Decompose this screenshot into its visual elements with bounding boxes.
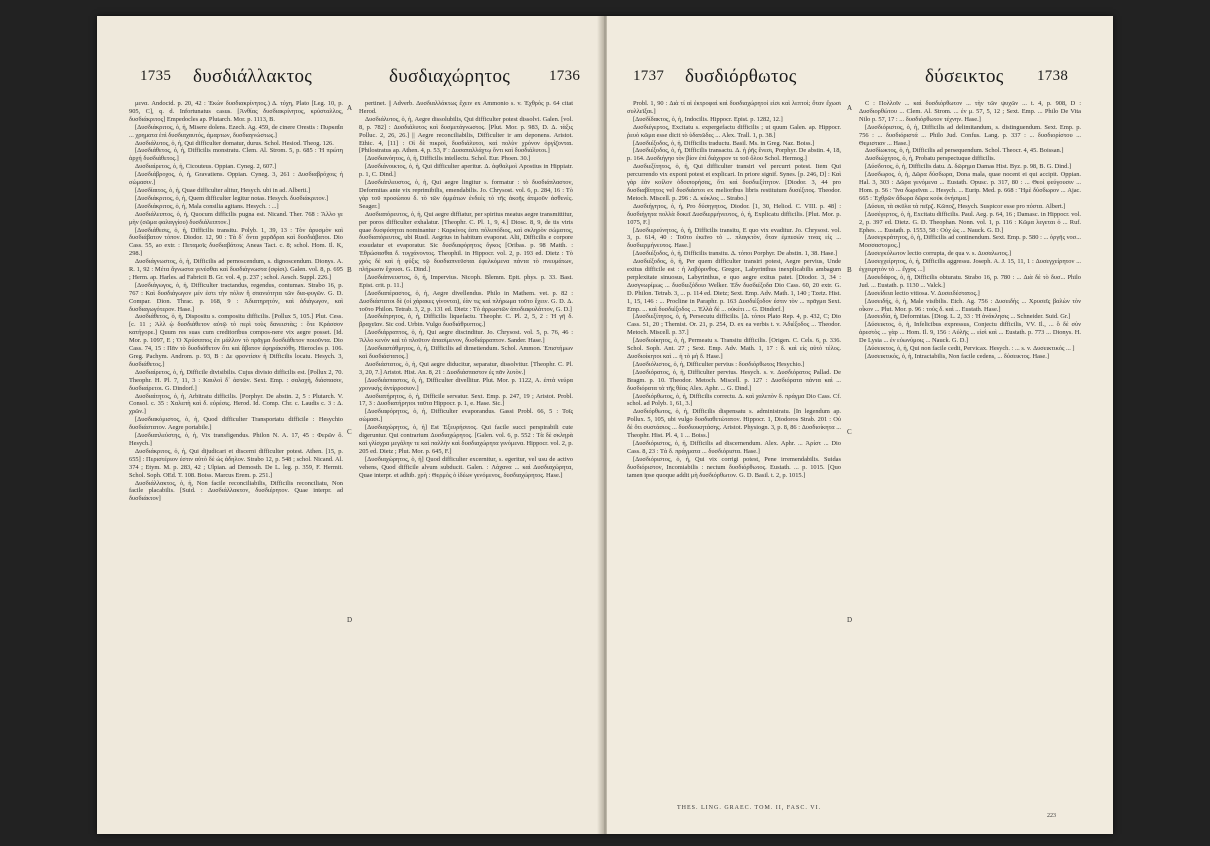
dictionary-entry: [Δυσδιάγωγος, ὁ, ἡ, Difficulter tractandus, regendus, contumax. Strabo 16, p. 767 : Καὶ δυσδιάγωγον μέν ἐστι τὴν πόλιν ἢ σπανιότητα τῶν δια-φυγῶν. G. D. Compar. Dion. Thrac. p. 168, 9 : Ἀδιατηρητόν, καὶ ἀδιάγωγον, καὶ δυσδιαγωγότερον. Hase.] [129, 281, 343, 313]
dictionary-entry: [Δυσδιόριστος, ὁ, ἡ, Qui vix corrigi potest, Pene irremendabilis. Suidas δυσδιόριστον, Incomiabilis : nectum δυσδιόρθωτος. Eustath. ... p. 1015. [Quo tamen ipse quoque addit μὴ δυσδιόρθωτον. G. D. Basil. t. 2, p. 1015.] [627, 455, 841, 479]
header-word-right: δύσεικτος [925, 66, 1004, 87]
dictionary-entry: Δυσδιήγητος, ὁ, ἡ, Pro δύσηγητος, Diodor. [1, 30, Heliod. C. VIII. p. 48] : δυσδιήγητα πολλὰ δοκεῖ Δυσδιερμήνευτος, ὁ, ἡ, Explicatu difficilis. [Plut. Mor. p. 1075, F.] [627, 202, 841, 226]
margin-letter: C [847, 428, 852, 436]
dictionary-entry: [Δυσδιάτρητος, ὁ, ἡ, Difficilis liquefactu. Theophr. C. Pl. 2, 5, 2 : Ἡ γῆ δ. βραχεῖαν. Sic cod. Urbin. Vulgo δυσδιάθρυπτος.] [359, 313, 573, 329]
dictionary-entry: Δυσδιάθετος, ὁ, ἡ, Dispositu s. compositu difficilis. [Pollux 5, 105.] Plut. Cess. [c. 11 ; Ἀλλ ᾠ δυσδιάθετον αὐτῷ τὸ περὶ τοὺς δανειστὰς; : ὅτε Κράσσον κατήγορε.] Quum res suas cum creditoribus compos-nere vix aegre posset. [Id. Mor. p. 1097, E ; Ὁ Χρύσιππος ἐπ μάλλον τὸ πρᾶγμα δυσδιάθετον ποιοῦντα. Dio Cass. 74, 15 : Πᾶν τὸ δυσδιάθετον ὅτι καὶ ἄβατον ἐφηράκπόθη. Hierocles p. 106. Greg. Pachym. Androm. p. 93, B : Δε φροντίσιν ἡ Difficilis locatu. Hesych. 3, δυσδιάθετος.] [129, 313, 343, 368]
dictionary-entry: Δυσδιάλειπτος, ὁ, ἡ, Quocum difficilis pugna est. Nicand. Ther. 768 : Ἄλλο γε μὴν (σῶμα φαλαγγίου) δυσδιάλειπτον.] [129, 210, 343, 226]
margin-letter: A [347, 104, 353, 112]
dictionary-entry: [Δυσειδής, ὁ, ἡ, Male visibilis. Etch. Ag. 756 : Δυσειδὴς ... Χρυσεῖς βαλὼν τὸν οἶκον ... Plut. Mor. p. 96 : τοὺς δ. καὶ ... Eustath. Hase.] [859, 297, 1081, 313]
dictionary-entry: [Δυσειδία, ἡ, Deformitas. [Diog. L. 2, 33 : Ἡ ἀνάκλησις ... Schneider. Suid. Gr.] [865, 313, 1071, 321]
dictionary-entry: [Δυσδιάπλευστος, ὁ, ἡ, Qui aegre lingitur s. formatur : τὸ δυσδιάπλαστον, Deformitas ante vix reprimibilis, emendabilis. Jo. Chrysost. vol. 6, p. 284, 16 : Τὸ γὰρ τοῦ προσώπου δ. τὸ τῶν ὀμμάτων ἐνδεὲς τὸ τῆς ἀκοῆς ἀτιμοῦν ἀσθενές. Seager.] [359, 179, 573, 210]
dictionary-entry: [Δυσδιάκριτος, ὁ, ἡ, Misere dolens. Ezech. Ag. 459, de cinere Orestis : Πυρκαΐα ... χρηματα ἐπὶ δυσδιαχαυτός, ἀμαρτων, δυσδιαγνώστως.] [129, 123, 343, 139]
dictionary-entry: [Δυσείδεια lectio vitiosa. V. Δυσειδέστατος.] [865, 289, 980, 297]
right-page-header [607, 68, 1113, 90]
dictionary-entry: [Δυσδιανόητος, ὁ, ἡ, Difficilis intellectu. Schol. Eur. Phoen. 30.] [365, 155, 531, 163]
signature-number: 223 [1047, 813, 1056, 819]
dictionary-entry: [Δυσεγχείρητος, ὁ, ἡ, Difficilis aggressu. Joseph. A. J. 15, 11, 1 : Δυσεγχείρητον ... ἐγχειρητὸν τὸ ... ἔγχος ...] [859, 258, 1081, 274]
header-word-left: δυσδιάλλακτος [193, 66, 313, 87]
dictionary-entry: C : Πολλοῖν ... καὶ δυσδιόρθωτον ... τὴν τῶν ψυχῶν ... t. 4, p. 908, D : Δυσδιορθώτου ... Clem. Al. Strom. ... ἐν μ. 57, 5, 12 ; Sext. Emp. ... Philo De Vita Nilo p. 57, 17 : ... δυσδιόρθωτον τέχνην. Hase.] [859, 100, 1081, 123]
dictionary-entry: [Δύσδοτος, ὁ, ἡ, Difficilis datu. Δ. δῶρημα Damas Hist. Byz. p. 98, B. G. Dind.] [865, 163, 1072, 171]
margin-letter: D [347, 616, 353, 624]
dictionary-entry: Δυσδιάκριτος, ὁ, ἡ, Qui dijudicari et discerni difficulter potest. Athen. [15, p. 655] : Περιστέριον ἐστιν αὐτὸ δὲ ὡς ἀδηλον. Strabo 12, p. 548 ; schol. Nicand. Al. 374 ; Etym. M. p. 283, 42 ; Ulpian. ad Demosth. De L. leg. p. 359, F. Hermit. Schol. Soph. OEd. T. 108. Boiss. Marcus Erem. p. 251.] [129, 447, 343, 479]
dictionary-entry: [Δυσδιόριστος, ὁ, ἡ, Difficilis ad delimitandum, s. distinguendum. Sext. Emp. p. 756 : ... δυσδιόριστά ... Philo Jud. Confus. Lang. p. 337 : ... δυσδιορίστου ... Θεμιστιαν ... Hase.] [859, 123, 1081, 147]
dictionary-entry: Δυσδιαίτητος, ὁ, ἡ, Arbitratu difficilis. [Porphyr. De abstin. 2, 5 : Plutarch. V. Consol. c. 35 : Χαλεπὴ καὶ δ. εὑρέσις. Herod. Id. Comp. Chr. c. Laudis c. 3 : Δ. χρῶν.] [129, 392, 343, 416]
dictionary-entry: Δυσδιάγνωστος, ὁ, ἡ, Difficilis ad pernoscendum, s. dignoscendum. Dionys. A. R. 1, 92 : Μέτα ἄγνωστα γενέσθαι καὶ δυσδιάγνωστα (σφίσι). Galen. vol. 8, p. 695 ; Herm. ap. Harles. ad Fabricii B. Gr. vol. 4, p. 237 ; schol. Aesch. Suppl. 226.] [129, 258, 343, 281]
dictionary-entry: [Δυσδιάρραπτος, ὁ, ἡ, Qui aegre discinditur. Jo. Chrysost. vol. 5, p. 76, 46 : Ἄλλο κενὸν καὶ τὸ πλοῦτον ἀπασίμενον, δυσδιάρραπτον. Sander. Hase.] [359, 329, 573, 345]
dictionary-entry: [Δυσδιόλιστος, ὁ, ἡ, Difficulter pervius : δυσδιόρθωτος Hesychio.] [633, 360, 805, 368]
dictionary-entry: [Δυσδιάθεσις, ὁ, ἡ, Difficilis transitu. Polyb. 1, 39, 13 : Τὸν ἀρυσμὸν καὶ δυσδιάβατον τόπον. Diodor. 12, 90 : Τὰ δ᾽ ὄντα χαρᾶδραι καὶ δυσδιάβατοι. Dio Cass. 55, ao extr. : Πεταμοῖς δυσδιαβάτοις Aneas Tact. c. 8; schol. Hom. Il. K, 298.] [129, 226, 343, 258]
dictionary-entry: [Δυσδιαχώρητος, ὁ, ἡ] Quod difficulter excernitur, s. egeritur, vel usu de activo vehens, Quod difficile alvum subducit. Galen. : Λάχανα ... καὶ Δυσδιαχώρητα, Quae interpr. et adhib. χρὴ : Θερμὸς ὁ ἰδέων γενόμενος, δυσδιαχώρητος. Hase.] [359, 455, 573, 479]
dictionary-entry: [Δυσέγερτος, ὁ, ἡ, Excitatu difficilis. Paul. Aeg. p. 64, 16 ; Damasc. in Hippocr. vol. 2, p. 397 ed. Dietz. G. D. Theophan. Nonn. vol. 1, p. 116 : Κῶμα λεγεται ὁ ... Ruf. Ephes. ... Eustath. p. 1553, 58 : Οὐχ ὡς ... Nauck. G. D.] [859, 210, 1081, 234]
dictionary-entry: [Δυσδιαπέραστος, ὁ, ἡ, Aegre divellendus. Philo in Mathem. vet. p. 82 : Δυσδιάστατοι δὲ (οἱ χάρακες γίνονται), ἐὰν τις καὶ πλήρωμα τοῦτο ἔχειν. G. D. Δ. τοῦτο Philon. Tetrab. 3, 2, p. 131 ed. Dietz : Τὸ ἀρρωστῶν ἀποδιαφυλάττον, G. D.] [359, 289, 573, 313]
dictionary-entry: [Δυσδιαπλεύστης, ὁ, ἡ, Vix transfigendus. Philon N. A. 17, 45 : Φερῶν ὃ. Hesych.] [129, 432, 343, 447]
dictionary-entry: [Δυσδιαχώρητος, ὁ, ἡ] Est Ἐξευρήσιτος. Qui facile succi perspirabili cute digeruntur. Qui contrarium Δυσδιαχώρητος. [Galen. vol. 6, p. 552 : Τὰ δὲ σκληρὰ καὶ γλίσχρα μεγάλην τε καὶ παλλὴν καὶ δυσδιαχώρητα γινόμενα. Hippocr. vol. 2, p. 205 ed. Dietz ; Plut. Mor. p. 645, F.] [359, 424, 573, 455]
dictionary-entry: [Δύσεικτος, ὁ, ἡ, Qui non facile cedit, Pervicax. Hesych. : ... s. v. Δυσεικτικός ... ] [865, 345, 1075, 353]
dictionary-entry: [Δυσεδάφος, ὁ, ἡ, Difficilis obturatu. Strabo 16, p. 780 : ... Διὰ δὲ τὸ δυσ... Philo Jud. ... Eustath. p. 1130 ... Valck.] [859, 273, 1081, 289]
dictionary-entry: [Δυσδιεξίτητος, ὁ, ἡ, Persecutu difficilis. [Δ. τόποι Plato Rep. 4, p. 432, C; Dio Cass. 51, 20 ; Themist. Or. 21, p. 254, D. ex ea verbis t. v. Ἀδιέξοδος ... Theodor. Metoch. Miscell. p. 37.] [627, 313, 841, 337]
dictionary-entry: Δυσδιάλυτος, ὁ, ἡ, Qui difficulter domatur, durus. Schol. Hesiod. Theog. 126. [135, 139, 334, 147]
dictionary-entry: Δυσδιέξοδος, ὁ, ἡ, Per quem difficulter transiri potest, Aegre pervius, Unde exitus difficile est : ἡ λαβύρινθος. Gregor., Labyrinthus inexplicabilis ambagum perplexitate sinuosus, Labyrinthus, e quo aegre exitus patet. [Diodor. 3, 34 : Δυσγνωρίμως ... δυσδιεξόδοιο Welker. Ἐδν δυσδιέξοδα Dio Cass. 60, 20 extr. G. D. Philon. Tetrab. 3, ... p. 114 ed. Dietz; Sext. Emp. Adv. Math. 1, 140 ; Tzetz. Hist. 1, 15, 146 : ... Procline in Paraphr. p. 163 Δυσδιέξοδον ἐστιν τὸν ... πρᾶγμα Sext. Emp. ... καὶ δυσδιέξοδος ... Ἐλλὰ δὲ ... οὐκέτι ... G. Dindorf.] [627, 258, 841, 313]
column-number-1735: 1735 [140, 68, 172, 84]
dictionary-entry: [Δυσδιάβροχος, ὁ, ἡ, Gravatiens. Oppian. Cyneg. 3, 261 : Δυσδιαβρόχοις ἡ σώμασιν.] [129, 171, 343, 187]
left-page [97, 16, 603, 834]
dictionary-entry: [Δύσεα, τὰ σκῦλα τὰ πεῖρζ. Κῶποζ, Hesych. Suspicor esse pro πύστα. Albert.] [865, 202, 1066, 210]
left-column-b [359, 100, 573, 800]
dictionary-entry: Δυσδιόρθωτος, ὁ, ἡ, Difficilis dispensatu s. administratu. [In legendum ap. Pollux. 5, 105, ubi vulgo δυσδιαθετώτατον. Hippocr. 1, Diodoros Strab. 201 : Οὐ δὲ ὅτι συστάσιος ... δυσδιοικητάσης. Aristot. Physiogn. 3, p. 8, 86 : Δυσδιοίκητα ... Theophr. Hist. Pl. 4, 1 ... Boiss.] [627, 408, 841, 440]
dictionary-entry: Δυσδιατήρητος, ὁ, ἡ, Difficile servatur. Sext. Emp. p. 247, 19 ; Aristot. Probl. 17, 3 : Δυσδιατήρητοι ταῦτα Hippocr. p. 1, e. Hase. Sic.] [359, 392, 573, 408]
margin-letter: B [347, 266, 352, 274]
dictionary-entry: [Δυσδιερεύνητος, ὁ, ἡ, Difficilis transitu, E quo vix evaditur. Jo. Chrysost. vol. 3, p. 614, 40 : Τοῦτο ἐκεῖνο τὸ ... πλαγκτὸν, ὅταν ἐμπεσών τινας εἰς ... δυσδιερμήνευτος. Hase.] [627, 226, 841, 250]
dictionary-entry: [Δυσδωρος, ὁ, ἡ, Δῶρα δύσδωρα, Dona mala, quae nocent ei qui accipit. Oppian. Hal. 3, 303 : Δῶρα γενόμενα ... Eustath. Opusc. p. 317, 80 : ... Θεοὶ φεύγουσιν ... Hom. p. 56 : Ἵνα δωρεῖναι ... Hesych. ... Eurip. Med. p. 668 : Ἤμὲ δύσδωρον ... Ajac. 665 : Ἐχθρῶν ἄδωρα δῶρα κοὐκ ὀνήσιμα.] [859, 171, 1081, 202]
header-word-right: δυσδιαχώρητος [389, 66, 511, 87]
dictionary-entry: [Δυσδιέξοδος, ὁ, ἡ, Difficilis transitu. Δ. τόποι Porphyr. De abstin. 1, 38. Hase.] [633, 250, 838, 258]
dictionary-entry: [Δυσδιάθετος, ὁ, ἡ, Difficilis monstratu. Clem. Al. Strom. 5, p. 685 : Ἡ πρώτη ἀρχή δυσδιάθετος.] [129, 147, 343, 163]
dictionary-entry: [Δυσδιέξοδος, ὁ, ἡ, Difficilis traductu. Basil. Ms. in Greg. Naz. Boiss.] [633, 139, 815, 147]
dictionary-entry: [Δυσδιάσπαστος, ὁ, ἡ, Difficulter divellitur. Plut. Mor. p. 1122, A. ἐπτὰ νεύρα χρονικὴς ἀντίρροσιον.] [359, 376, 573, 392]
dictionary-entry: Δυσδιαπόρευτος, ὁ, ἡ, Qui aegre diffiatur, per spiritus meatus aegre transmittitur, per poros difficulter exhalatur. [Theophr. C. Pl. 1, 9, 4.] Diosc. 8, 9, de tis viris quae δυσφύσηται nominantur : Καρκίνος ἐστι πόλυπόδιος, καὶ σκληρὸν σώματος, δυσδιαπόρευτος, ubi Rustl. Aegrius in habitum evaporat. Alii, Difficilis e corpore exsudatur et evaporatur. Sic δυσδιαφόρητος ὄγκος [Oribas. p. 98 Matth. : Ἐθρώσασθαι δ. τυγχάνοντος. Theophil. in Hippocr. vol. 2, p. 193 ed. Dietz : Τὸ χρὸς δὲ καὶ ἡ φύξις τῷ δυσδιαπνεῦσται ἐφελκόμενα πάντα τὸ πνευμάτων, πλήρωσιν ἔχουσι. G. Dind.] [359, 210, 573, 274]
dictionary-entry: [Δυσδιέξοδος, ὁ, ἡ, Difficilis transactu. Δ. ἡ ῥῆς ἔνεσι, Porphyr. De abstin. 4, 18, p. 164. Δυσδιήγηο τὸν βίον ἐπί διάχορον τε τοῦ ὅλου Schol. Hermog.] [627, 147, 841, 163]
dictionary-entry: [Δυσεγκύλωτον lectio corrupta, de qua v. s. Δυσαλωτος.] [865, 250, 1012, 258]
dictionary-entry: [Δύσεικτος, ὁ, ἡ, Infelicibus expressus, Conjectu difficilis, VV. Il., ... ὃ δὲ σὺν ἀρεστὸς ... γὰρ ... Hom. Il. 9, 156 : Αὐλῆς ... εἰσὶ καὶ ... Eustath. p. 773 ... Dionys. H. De Lysia ... ἐν εὐωνύμοις ... Nauck. G. D.] [859, 321, 1081, 345]
column-number-1738: 1738 [1037, 68, 1069, 84]
dictionary-entry: [Δυσδιαφόρητος, ὁ, ἡ, Difficulter evaporandus. Gassi Probl. 66, 5 : Τοῖς σώμασι.] [359, 408, 573, 424]
dictionary-entry: [Δυσδίαιτος, ὁ, ἡ, Quae difficulter alitur, Hesych. ubi in ad. Alberti.] [135, 186, 310, 194]
dictionary-entry: [Δυσδιάκριτος, ὁ, ἡ, Quem difficulter legitur notas. Hesych. δυσδιάκριτον.] [135, 194, 329, 202]
dictionary-entry: Δυσδιέγερτος, Excitatu s. expergefactu difficilis ; ut quum Galen. ap. Hippocr. ῥευὸ κῶμα esse dicit τὸ ὑδατῶδες ... Alex. Trall. 1, p. 38.] [627, 123, 841, 139]
dictionary-entry: [Δυσδιακόμιστος, ὁ, ἡ, Quod difficulter Transportatu difficile : Hesychio δυσδιάστατον. Aegre portabile.] [129, 416, 343, 432]
dictionary-entry: μενα. Andocid. p. 20, 42 : Ἑκὼν δυσδιακρίνητος.) Δ. τύχη, Plato [Leg. 10, p. 905, C], q. d. Infortunatus casus. [Ἀνθίας δυσδιακρίνητος, κρύσταλλος, δυσδιάκριτος] Empedocles ap. Plutarch. Mor. p. 1113, B. [129, 100, 343, 123]
left-column-a [129, 100, 343, 800]
right-column-b [859, 100, 1081, 800]
dictionary-entry: Δυσδιώχητος, ὁ, ἡ, Probatu perspectuque difficilis. [865, 155, 996, 163]
dictionary-entry: [Δυσδιάκριτος, ὁ, ἡ, Mala consilia agitans. Hesych. : ...] [135, 202, 279, 210]
dictionary-entry: [Δυσδιάνοικτος, ὁ, ἡ, Qui difficulter aperitur. Δ. ἀφθαλμοὶ Apostius in Hippiatr. p. 1, C. Dind.] [359, 163, 573, 179]
dictionary-entry: [Δυσεικτικός, ὁ, ἡ, Intractabilis, Non facile cedens, ... δύσεικτος. Hase.] [865, 353, 1049, 360]
margin-letter: D [847, 616, 853, 624]
column-number-1736: 1736 [549, 68, 581, 84]
dictionary-entry: Δυσδιαίρετος, ὁ, ἡ, Cicouteus. Oppian. Cyneg. 2, 607.] [135, 163, 277, 171]
book-spread [97, 16, 1113, 834]
margin-letter: B [847, 266, 852, 274]
dictionary-entry: [Δυσδιαστάθμητος, ὁ, ἡ, Difficilis ad dimetiendum. Schol. Ammon. Ἐπιστήμων καὶ δυσδιάστατος.] [359, 345, 573, 360]
dictionary-entry: Δυσδιάλυτος, ὁ, ἡ, Aegre dissolubilis, Qui difficulter potest dissolvi. Galen. [vol. 8, p. 782] : Δυσδιάλυτος καὶ δυσμετάγνωστος. [Plut. Mor. p. 983, D. Δ. τὰξις Polluc. 2, 26, 26.] || Aegre reconciliabilis, Difficulter ir am deponens. Aristot. Ethic. 4, [11] : Οἱ δὲ πικροὶ, δυσδιάλυτοι, καὶ πολὺν χρόνον ὀργίζονται. [Philostratus ap. Athen. 4, p. 53, F : Δυσαπαλλάχτῳ ὄντι καὶ δυσδιάλυτοι.] [359, 115, 573, 155]
dictionary-entry: [Δυσδιόρατος, ὁ, ἡ, Difficulter pervius. Hesych. s. v. Δυσδιόρατος Pallad. De Bragm. p. 10. Theodor. Metoch. Miscell. p. 127 : Δυσδιόρατα πάντα καὶ ... δυσδιόρατα τὰ τῆς θέας Alex. Aphr. ... G. Dind.] [627, 368, 841, 392]
dictionary-entry: [Δυσδιόριστος, ὁ, ἡ, Difficilis ad discernendum. Alex. Aphr. ... Ἀρίστ ... Dio Cass. 8, 23 : Τὰ δ. πράγματα ... δυσδιόριστα. Hase.] [627, 439, 841, 455]
dictionary-entry: [Δυσδίδακτος, ὁ, ἡ, Indocilis. Hippocr. Epist. p. 1282, 12.] [633, 115, 783, 123]
margin-letter: C [347, 428, 352, 436]
dictionary-entry: [Δυσδιοίκητος, ὁ, ἡ, Permeatu s. Transitu difficilis. [Origen. C. Cels. 6, p. 336. Schol. Soph. Ant. 27 ; Sext. Emp. Adv. Math. 1, 17 : δ. καὶ εἰς αὐτὸ τέλος. Δυσδιοίκητοι καὶ ... ἡ τὸ μὴ δ. Hase.] [627, 337, 841, 360]
dictionary-entry: Δυσδιαίρετος, ὁ, ἡ, Difficile divisibilis. Cujus divisio difficilis est. [Pollux 2, 70. Theophr. H. Pl. 7, 11, 3 : Καυλοὶ δ᾽ ἀστῶν. Sext. Emp. : σαλαχὴ, διάσπασιν, δυσδιαίρετοι. G. Dindorf.] [129, 368, 343, 392]
right-page [607, 16, 1113, 834]
dictionary-entry: Δυσδίωκτος, ὁ, ἡ, Difficilis ad persequendum. Schol. Theocr. 4, 45. Boissan.] [865, 147, 1064, 155]
dictionary-entry: Δυσδιάλλακτος, ὁ, ἡ, Non facile reconciliabilis, Difficilis reconciliatu, Non facile placabilis. [Suid. : Δυσδιάλλακτον, δυσδιέρητον. Quae interpr. ad δυσδιάκτον] [129, 479, 343, 503]
dictionary-entry: [Δυσδιόρθωτος, ὁ, ἡ, Difficilis correctu. Δ. καὶ χαλεπὸν δ. πράγμα Dio Cass. Cf. schol. ad Polyb. 1, 61, 3.] [627, 392, 841, 408]
dictionary-entry: [Δυσεγκράτητος, ὁ, ἡ, Difficilis ad continendum. Sext. Emp. p. 580 : ... ὀργῆς νοσ... Μοσσαστομος.] [859, 234, 1081, 250]
dictionary-entry: [Δυσδιάπνευστος, ὁ, ἡ, Impervius. Nicoph. Blemm. Epit. phys. p. 33. Bast. Epist. crit. p. 11.] [359, 273, 573, 289]
dictionary-entry: Probl. 1, 90 : Διὰ τί αἱ ἐκτροφαὶ καὶ δυσδιαχώρητοί εἰσι καὶ λεπτοὶ; ὅταν ἔχωσι συλλεῖξαι.] [627, 100, 841, 115]
margin-letter: A [847, 104, 853, 112]
header-word-left: δυσδιόρθωτος [685, 66, 797, 87]
left-page-header [97, 68, 603, 90]
page-footer: THES. LING. GRAEC. TOM. II, FASC. VI. [677, 805, 822, 811]
right-column-a [627, 100, 841, 800]
dictionary-entry: Δυσδιάστατος, ὁ, ἡ, Qui aegre diducitur, separatur, dissolvitur. [Theophr. C. Pl. 3, 20, 7.] Aristot. Hist. An. 8, 21 : Δυσδιάσπαστον ἐς πᾶν λυτὸν.] [359, 360, 573, 376]
column-number-1737: 1737 [633, 68, 665, 84]
dictionary-entry: pertinet. || Adverb. Δυσδιαλλάκτως ἔχειν ex Ammonio s. v. Ἐχθρὸς p. 64 citat Herod. [359, 100, 573, 115]
dictionary-entry: Δυσδιεξίτητος, ὁ, ἡ, Qui difficulter transiri vel percurri potest. Item Qui percurrendo vix exponi potest et explicari. In priore signif. Synes. [p. 246, D] : Καὶ γὰρ ἐάν κοίλον ὁδοιπορήσας, ὅτι καὶ δυσδιεξίτητον. [Diodor. 3, 44 pro δυσδιαβίτητος vel δυσδιάστοι ex melioribus libris restitutum δυσέξιτος. Theodor. Metoch. Miscell. p. 296 : Δ. κύκλος ... Strabo.] [627, 163, 841, 202]
